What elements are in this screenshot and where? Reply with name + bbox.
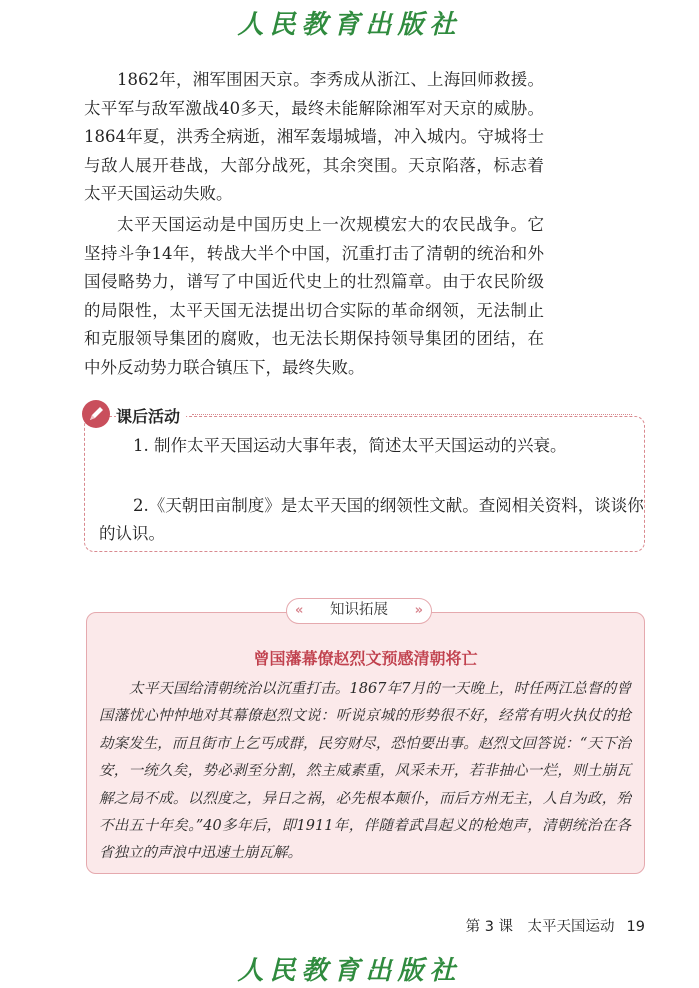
knowledge-tab-label: 知识拓展: [330, 602, 388, 618]
chevron-left-icon: «: [295, 603, 304, 618]
pencil-icon: [82, 400, 110, 428]
lesson-label: 第 3 课 太平天国运动: [465, 919, 615, 935]
activity-item-2: 2.《天朝田亩制度》是太平天国的纲领性文献。查阅相关资料，谈谈你: [133, 496, 644, 515]
knowledge-extension-tab: [286, 598, 432, 624]
chevron-right-icon: »: [414, 603, 423, 618]
activity-item-1: 1. 制作太平天国运动大事年表，简述太平天国运动的兴衰。: [133, 436, 567, 455]
activity-divider: [192, 414, 632, 415]
knowledge-body: [99, 676, 631, 868]
publisher-watermark-bottom: 人民教育出版社: [237, 956, 462, 986]
page-number: 19: [626, 919, 645, 935]
main-body-text: [84, 66, 544, 385]
publisher-watermark-top: 人民教育出版社: [237, 10, 462, 40]
knowledge-title: 曾国藩幕僚赵烈文预感清朝将亡: [253, 649, 478, 668]
activity-title: 课后活动: [116, 404, 186, 427]
body-paragraph-1: 1862年，湘军围困天京。李秀成从浙江、上海回师救援。太平军与敌军激战40多天，最终未能解除湘军对天京的威胁。1864年夏，洪秀全病逝，湘军轰塌城墙，冲入城内。守城将士与敌人展开巷战，大部分战死，其余突围。天京陷落，标志着太平天国运动失败。: [84, 70, 544, 204]
body-paragraph-2: 太平天国运动是中国历史上一次规模宏大的农民战争。它坚持斗争14年，转战大半个中国，沉重打击了清朝的统治和外国侵略势力，谱写了中国近代史上的壮烈篇章。由于农民阶级的局限性，太平天国无法提出切合实际的革命纲领，无法制止和克服领导集团的腐败，也无法长期保持领导集团的团结，在中外反动势力联合镇压下，最终失败。: [84, 214, 544, 377]
page-footer: [466, 915, 645, 936]
activity-item-2-continued: 的认识。: [99, 524, 165, 543]
knowledge-paragraph: 太平天国给清朝统治以沉重打击。1867年7月的一天晚上，时任两江总督的曾国藩忧心忡忡地对其幕僚赵烈文说：听说京城的形势很不好，经常有明火执仗的抢劫案发生，而且街市上乞丐成群，民穷财尽，恐怕要出事。赵烈文回答说：“天下治安，一统久矣，势必剥至分割，然主威素重，风采未开，若非抽心一烂，则土崩瓦解之局不成。以烈度之，异日之祸，必先根本颠仆，而后方州无主，人自为政，殆不出五十年矣。”40多年后，即1911年，伴随着武昌起义的枪炮声，清朝统治在各省独立的声浪中迅速土崩瓦解。: [99, 681, 631, 862]
